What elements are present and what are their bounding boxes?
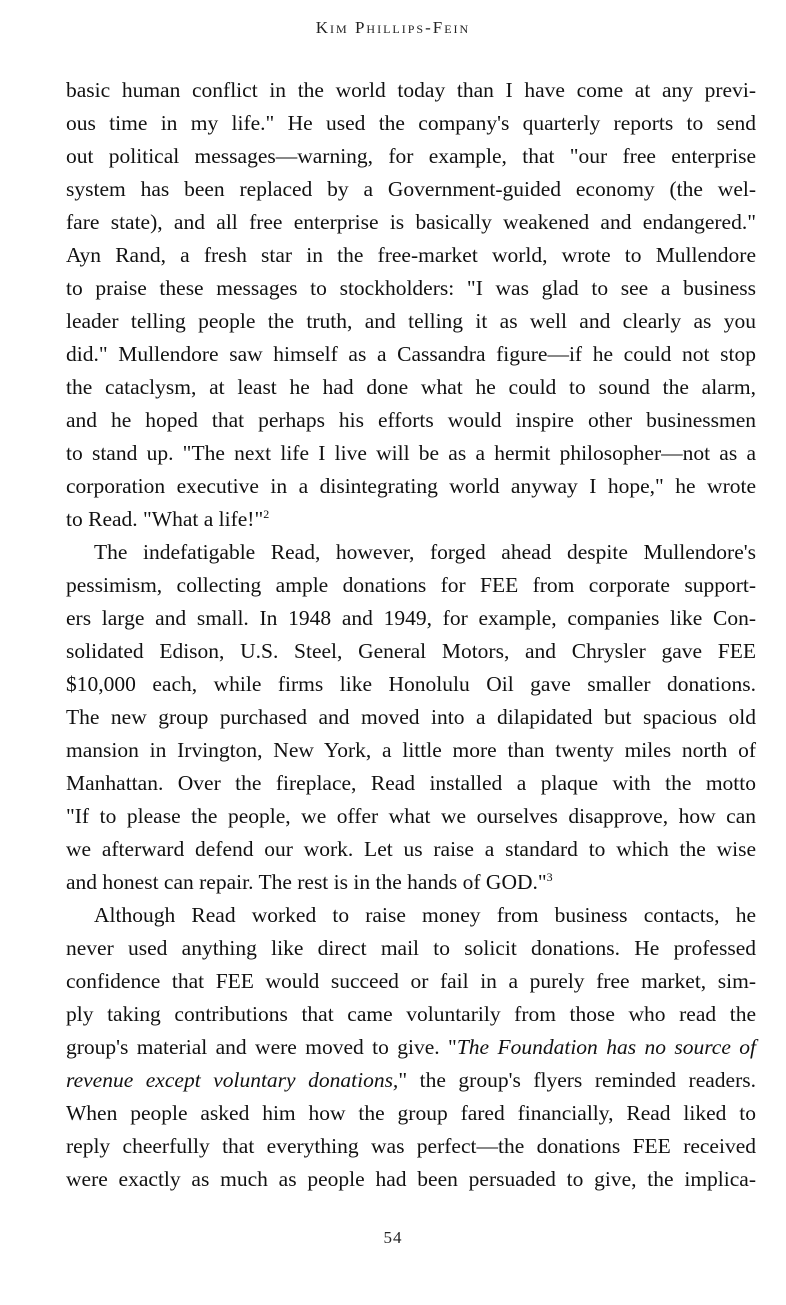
text-line: Ayn Rand, a fresh star in the free-market world, wrote to Mullendore [66, 243, 756, 267]
text-line [66, 1031, 756, 1064]
text-line: basic human conflict in the world today than I have come at any previ- [66, 78, 756, 102]
text-run: and honest can repair. The rest is in the hands of GOD." [66, 870, 547, 894]
paragraph [66, 74, 756, 536]
text-line: confidence that FEE would succeed or fail in a purely free market, sim- [66, 969, 756, 993]
text-line: The new group purchased and moved into a dilapidated but spacious old [66, 705, 756, 729]
text-line: fare state), and all free enterprise is basically weakened and endangered." [66, 210, 756, 234]
text-line: out political messages—warning, for example, that "our free enterprise [66, 144, 756, 168]
footnote-ref: 2 [263, 507, 270, 521]
text-line: leader telling people the truth, and telling it as well and clearly as you [66, 309, 756, 333]
italic-run: The Foundation has no source of [456, 1035, 756, 1059]
paragraph [66, 536, 756, 899]
text-line: mansion in Irvington, New York, a little more than twenty miles north of [66, 738, 756, 762]
text-line: reply cheerfully that everything was perfect—the donations FEE received [66, 1134, 756, 1158]
text-line: pessimism, collecting ample donations for FEE from corporate support- [66, 573, 756, 597]
text-line [66, 866, 756, 899]
text-line: never used anything like direct mail to solicit donations. He professed [66, 936, 756, 960]
text-line: did." Mullendore saw himself as a Cassandra figure—if he could not stop [66, 342, 756, 366]
text-line: the cataclysm, at least he had done what he could to sound the alarm, [66, 375, 756, 399]
text-line [66, 1064, 756, 1097]
text-line: ers large and small. In 1948 and 1949, for example, companies like Con- [66, 606, 756, 630]
page-number: 54 [383, 1228, 403, 1247]
body-text [66, 74, 756, 1196]
text-line: solidated Edison, U.S. Steel, General Motors, and Chrysler gave FEE [66, 639, 756, 663]
text-line: to praise these messages to stockholders: "I was glad to see a business [66, 276, 756, 300]
text-run: " the group's flyers reminded readers. [398, 1068, 756, 1092]
text-line: we afterward defend our work. Let us raise a standard to which the wise [66, 837, 756, 861]
text-run: to Read. "What a life!" [66, 507, 264, 531]
text-line: Although Read worked to raise money from business contacts, he [94, 903, 756, 927]
text-line: corporation executive in a disintegrating world anyway I hope," he wrote [66, 474, 756, 498]
text-run: group's material and were moved to give. " [66, 1035, 457, 1059]
text-line: and he hoped that perhaps his efforts would inspire other businessmen [66, 408, 756, 432]
text-line: to stand up. "The next life I live will be as a hermit philosopher—not as a [66, 441, 756, 465]
text-line: Manhattan. Over the fireplace, Read installed a plaque with the motto [66, 771, 756, 795]
text-line [66, 503, 756, 536]
text-line: system has been replaced by a Government-guided economy (the wel- [66, 177, 756, 201]
running-head: Kim Phillips-Fein [315, 18, 471, 37]
italic-run: revenue except voluntary donations, [66, 1068, 399, 1092]
footnote-ref: 3 [546, 870, 553, 884]
text-line: When people asked him how the group fared financially, Read liked to [66, 1101, 756, 1125]
text-line: $10,000 each, while firms like Honolulu Oil gave smaller donations. [66, 672, 756, 696]
text-line: ous time in my life." He used the company's quarterly reports to send [66, 111, 756, 135]
text-line: ply taking contributions that came voluntarily from those who read the [66, 1002, 756, 1026]
text-line: "If to please the people, we offer what we ourselves disapprove, how can [66, 804, 756, 828]
paragraph [66, 899, 756, 1196]
text-line: were exactly as much as people had been persuaded to give, the implica- [66, 1167, 756, 1191]
text-line: The indefatigable Read, however, forged ahead despite Mullendore's [94, 540, 756, 564]
